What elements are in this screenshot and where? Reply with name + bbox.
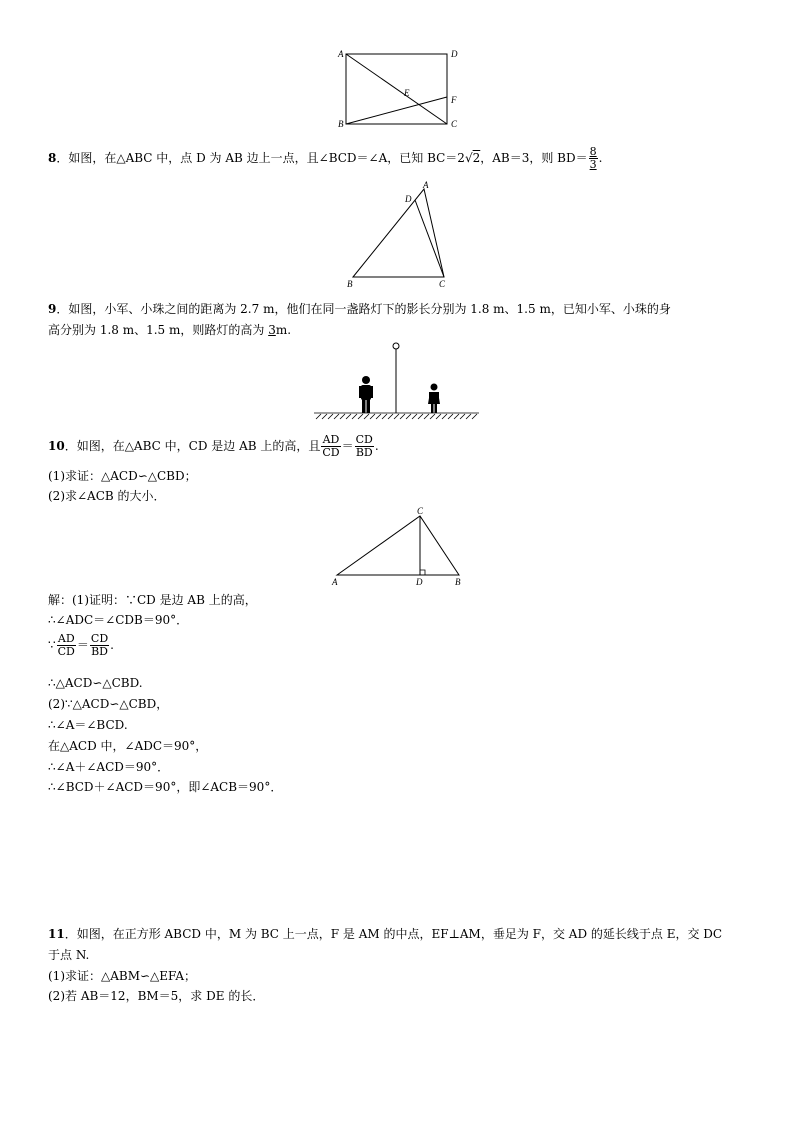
right-angle-mark [420, 570, 425, 575]
question-9-line-1: 9．如图，小军、小珠之间的距离为 2.7 m，他们在同一盏路灯下的影长分别为 1.8 m、1.5 m，已知小军、小珠的身 [48, 302, 671, 316]
label-e: E [404, 88, 410, 98]
label-d: D [405, 194, 412, 204]
solution-line-1: 解：(1)证明：∵CD 是边 AB 上的高， [48, 593, 257, 607]
diagonal-ac [346, 54, 447, 124]
question-11-part-1: (1)求证：△ABM∽△EFA； [48, 969, 196, 983]
label-a: A [423, 180, 429, 190]
solution-line-8: ∴∠A＋∠ACD＝90°． [48, 760, 170, 774]
fraction-cd-bd: $\frac{CD}{BD}$ [355, 433, 373, 459]
question-text: ．如图，在△ABC 中，点 D 为 AB 边上一点，且∠BCD＝∠A，已知 BC＝2 [56, 151, 465, 165]
label-c: C [417, 506, 424, 516]
label-a: A [332, 577, 338, 587]
question-number: 10 [48, 439, 65, 453]
segment-bf [346, 97, 447, 124]
solution-line-2: ∴∠ADC＝∠CDB＝90°． [48, 613, 189, 627]
figure-street-lamp [312, 340, 482, 422]
question-11-line-2: 于点 N. [48, 948, 90, 962]
person-girl [428, 384, 440, 414]
label-b: B [347, 279, 353, 289]
fraction-ad-cd: $\frac{AD}{CD}$ [57, 632, 75, 658]
solution-line-5: (2)∵△ACD∽△CBD， [48, 697, 169, 711]
question-11-line-1: 11．如图，在正方形 ABCD 中，M 为 BC 上一点，F 是 AM 的中点，EF⊥AM，垂足为 F，交 AD 的延长线于点 E，交 DC [48, 927, 723, 941]
solution-line-4: ∴△ACD∽△CBD. [48, 676, 143, 690]
question-10-part-2: (2)求∠ACB 的大小． [48, 489, 166, 503]
figure-triangle-q8 [340, 180, 460, 290]
question-9-line-2: 高分别为 1.8 m、1.5 m，则路灯的高为 3m. [48, 323, 292, 337]
fraction-ad-cd: $\frac{AD}{CD}$ [322, 433, 340, 459]
figure-right-triangle-q10 [328, 504, 468, 590]
solution-line-9: ∴∠BCD＋∠ACD＝90°，即∠ACB＝90°． [48, 780, 283, 794]
sqrt-expression: √2 [464, 151, 481, 165]
answer: 3 [268, 323, 276, 337]
label-c: C [451, 119, 458, 129]
question-10-part-1: (1)求证：△ACD∽△CBD； [48, 469, 197, 483]
question-8: 8．如图，在△ABC 中，点 D 为 AB 边上一点，且∠BCD＝∠A，已知 BC＝2√2，AB＝3，则 BD＝ $\frac{8}{3}$ . [48, 145, 603, 171]
question-11-part-2: (2)若 AB＝12，BM＝5，求 DE 的长． [48, 989, 265, 1003]
lamp-bulb [393, 343, 399, 349]
triangle-abc [337, 516, 459, 575]
fraction-cd-bd: $\frac{CD}{BD}$ [90, 632, 109, 658]
question-10-stem: 10．如图，在△ABC 中，CD 是边 AB 上的高，且 $\frac{AD}{CD}$ ＝ $\frac{CD}{BD}$ . [48, 433, 379, 459]
solution-line-6: ∴∠A＝∠BCD. [48, 718, 128, 732]
label-f: F [451, 95, 457, 105]
label-d: D [451, 49, 458, 59]
label-a: A [338, 49, 344, 59]
person-boy [359, 376, 373, 413]
figure-rectangle-abcd [330, 44, 470, 136]
triangle-abc [353, 189, 444, 277]
label-b: B [338, 119, 344, 129]
ground-hatching [314, 413, 479, 419]
answer-fraction: $\frac{8}{3}$ [589, 145, 597, 171]
label-d: D [416, 577, 423, 587]
question-number: 11 [48, 927, 65, 941]
label-b: B [455, 577, 461, 587]
question-number: 9 [48, 302, 57, 316]
solution-line-3: ∵ $\frac{AD}{CD}$ ＝ $\frac{CD}{BD}$ . [48, 632, 114, 658]
question-number: 8 [48, 151, 57, 165]
label-c: C [439, 279, 446, 289]
solution-line-7: 在△ACD 中，∠ADC＝90°， [48, 739, 208, 753]
